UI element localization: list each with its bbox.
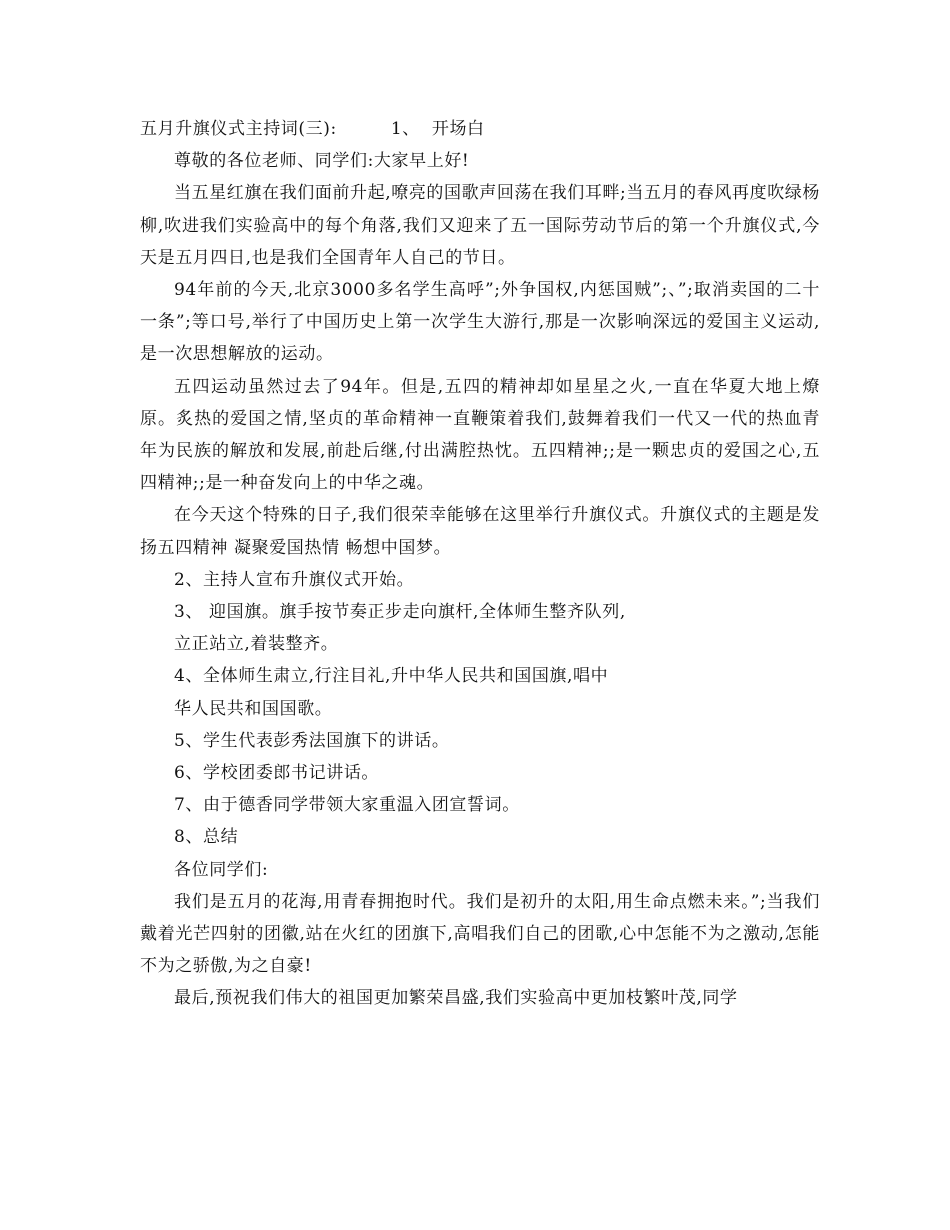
step-item: 6、学校团委郎书记讲话。: [174, 763, 380, 784]
step-item: 2、主持人宣布升旗仪式开始。: [174, 569, 415, 590]
spirit-paragraph: 五四运动虽然过去了94年。但是,五四的精神却如星星之火,一直在华夏大地上燎原。炙热的爱国之情,坚贞的革命精神一直鞭策着我们,鼓舞着我们一代又一代的热血青年为民族的解放和发展,前赴后继,付出满腔热忱。五四精神;;是一颗忠贞的爱国之心,五四精神;;是一种奋发向上的中华之魂。: [140, 376, 820, 494]
step-item: 立正站立,着装整齐。: [174, 634, 339, 655]
step-item: 3、 迎国旗。旗手按节奏正步走向旗杆,全体师生整齐队列,: [174, 602, 626, 623]
step-item: 华人民共和国国歌。: [174, 698, 333, 719]
document-body: [140, 113, 820, 1015]
opening-paragraph: 当五星红旗在我们面前升起,嘹亮的国歌声回荡在我们耳畔;当五月的春风再度吹绿杨柳,吹进我们实验高中的每个角落,我们又迎来了五一国际劳动节后的第一个升旗仪式,今天是五月四日,也是我们全国青年人自己的节日。: [140, 183, 820, 268]
section-heading: 五月升旗仪式主持词(三): 1、 开场白: [140, 119, 485, 139]
closing-paragraph: 我们是五月的花海,用青春拥抱时代。我们是初升的太阳,用生命点燃未来。”;当我们戴着光芒四射的团徽,站在火红的团旗下,高唱我们自己的团歌,心中怎能不为之激动,怎能不为之骄傲,为之自豪!: [140, 891, 820, 977]
history-paragraph: 94年前的今天,北京3000多名学生高呼”;外争国权,内惩国贼”;、”;取消卖国的二十一条”;等口号,举行了中国历史上第一次学生大游行,那是一次影响深远的爱国主义运动,是一次思想解放的运动。: [140, 280, 820, 365]
greeting-paragraph: 尊敬的各位老师、同学们:大家早上好!: [174, 151, 470, 172]
theme-paragraph: 在今天这个特殊的日子,我们很荣幸能够在这里举行升旗仪式。升旗仪式的主题是发扬五四精神 凝聚爱国热情 畅想中国梦。: [140, 505, 820, 558]
step-item: 7、由于德香同学带领大家重温入团宣誓词。: [174, 795, 520, 816]
step-item: 5、学生代表彭秀法国旗下的讲话。: [174, 730, 450, 751]
final-paragraph: 最后,预祝我们伟大的祖国更加繁荣昌盛,我们实验高中更加枝繁叶茂,同学: [174, 988, 738, 1009]
address-line: 各位同学们:: [174, 859, 269, 880]
step-item: 8、总结: [174, 827, 239, 848]
step-item: 4、全体师生肃立,行注目礼,升中华人民共和国国旗,唱中: [174, 666, 609, 687]
